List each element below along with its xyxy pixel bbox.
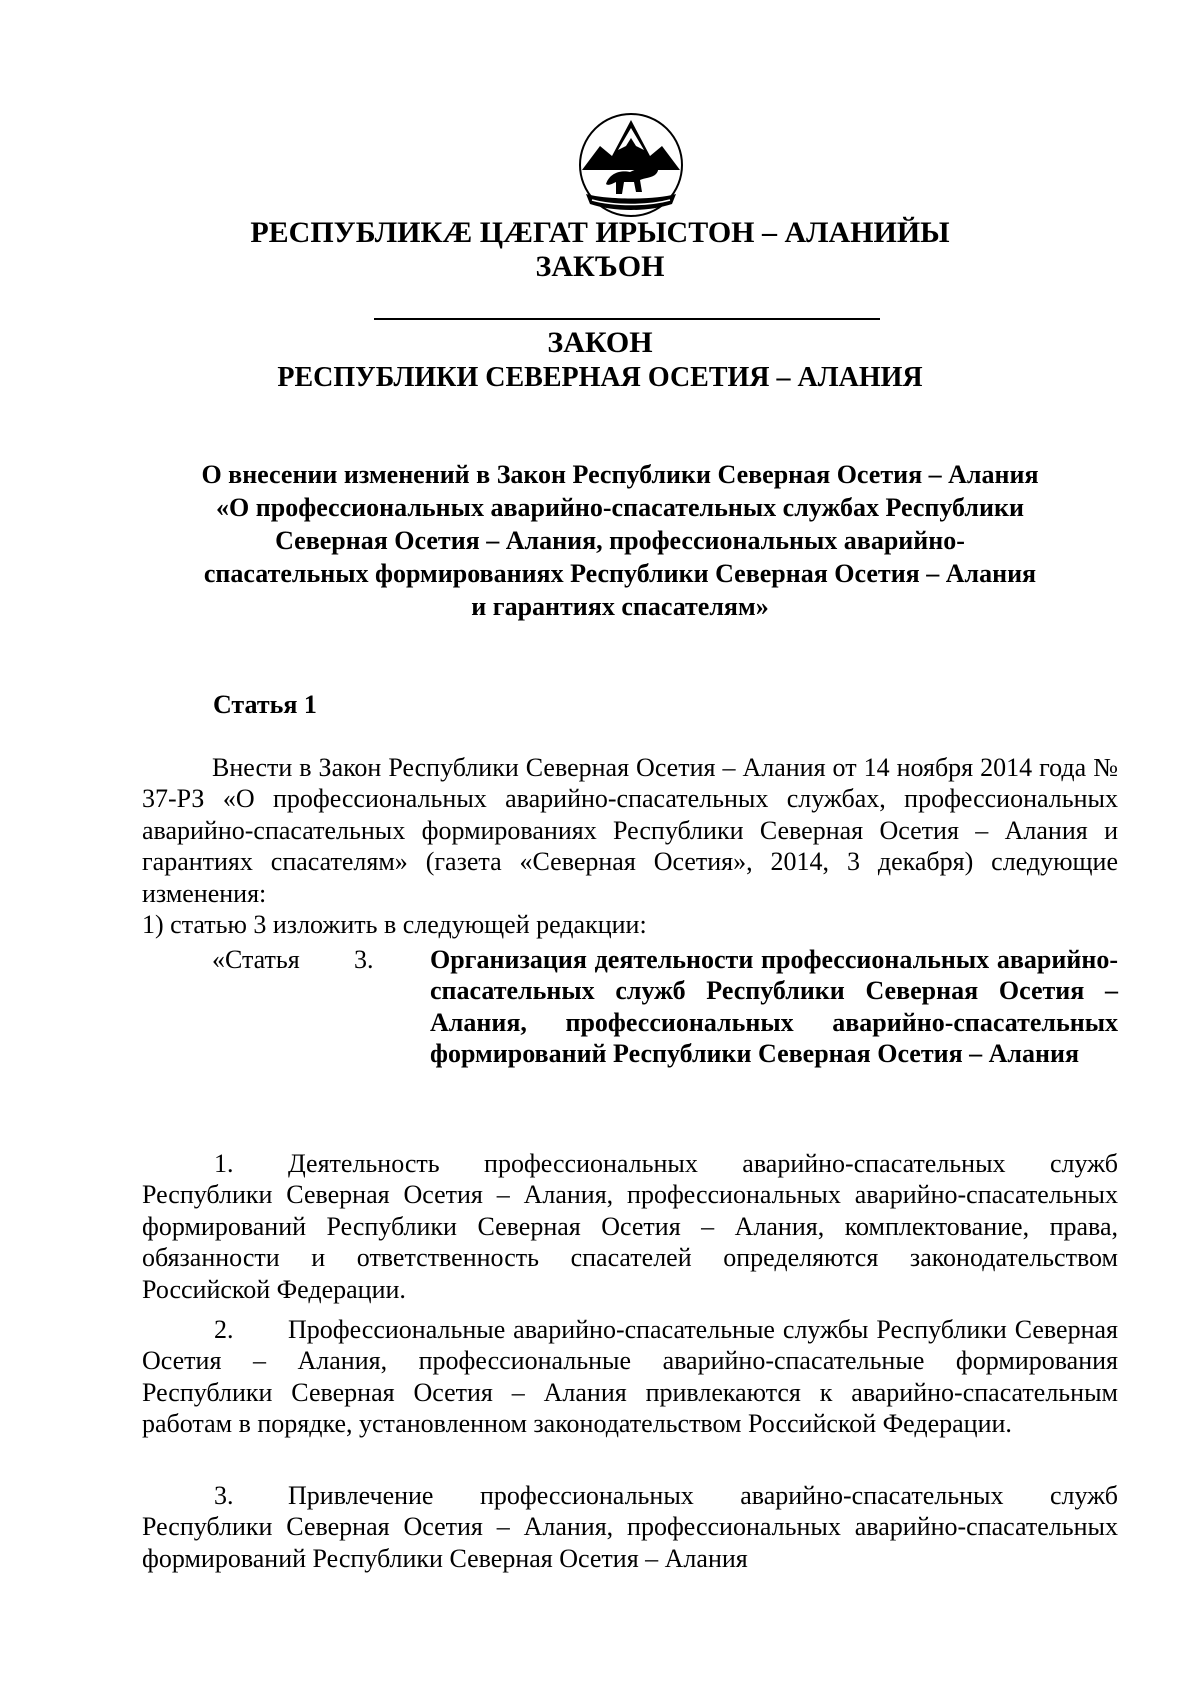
article-3-number: 3. xyxy=(354,945,374,974)
article-heading: Статья 1 xyxy=(213,690,317,719)
paragraph-number: 3. xyxy=(214,1481,234,1510)
ossetian-law-word: ЗАКЪОН xyxy=(535,250,665,283)
ossetian-republic-name: РЕСПУБЛИКÆ ЦÆГАТ ИРЫСТОН – АЛАНИЙЫ xyxy=(250,216,950,249)
paragraph-text: Деятельность профессиональных аварийно-спасательных служб Республики Северная Осетия – Алания, профессиональных аварийно-спасательных формирований Республики Северная Осетия – Алания, комплектование, права, обязанности и ответственность спасателей определяются законодательством Российской Федерации. xyxy=(142,1149,1118,1304)
article-3-label: «Статья xyxy=(212,945,300,974)
article-intro xyxy=(142,752,1118,940)
article-3-heading xyxy=(142,944,1118,1114)
paragraph-number: 2. xyxy=(214,1315,234,1344)
russian-republic-name: РЕСПУБЛИКИ СЕВЕРНАЯ ОСЕТИЯ – АЛАНИЯ xyxy=(277,362,923,393)
header-divider xyxy=(374,318,880,320)
paragraph xyxy=(142,1314,1118,1440)
item-1-text: 1) статью 3 изложить в следующей редакции: xyxy=(142,910,647,940)
paragraph-text: Привлечение профессиональных аварийно-спасательных служб Республики Северная Осетия – Алания, профессиональных аварийно-спасательных формирований Республики Северная Осетия – Алания xyxy=(142,1481,1118,1573)
paragraph-text: Профессиональные аварийно-спасательные службы Республики Северная Осетия – Алания, профессиональные аварийно-спасательные формирования Республики Северная Осетия – Алания привлекаются к аварийно-спасательным работам в порядке, установленном законодательством Российской Федерации. xyxy=(142,1315,1118,1439)
article-3-title: Организация деятельности профессиональных аварийно-спасательных служб Республики Северная Осетия – Алания, профессиональных аварийно-спасательных формирований Республики Северная Осетия – Алания xyxy=(430,945,1118,1069)
coat-of-arms-icon xyxy=(578,112,684,218)
document-title: О внесении изменений в Закон Республики Северная Осетия – Алания «О профессиональных аварийно-спасательных службах Республики Северная Осетия – Алания, профессиональных аварийно-спасательных формированиях Республики Северная Осетия – Алания и гарантиях спасателям» xyxy=(201,460,1039,621)
intro-text: Внести в Закон Республики Северная Осетия – Алания от 14 ноября 2014 года № 37-РЗ «О профессиональных аварийно-спасательных службах, профессиональных аварийно-спасательных формированиях Республики Северная Осетия – Алания и гарантиях спасателям» (газета «Северная Осетия», 2014, 3 декабря) следующие изменения: xyxy=(142,753,1118,908)
paragraph xyxy=(142,1148,1118,1305)
paragraph-number: 1. xyxy=(214,1149,234,1178)
russian-law-word: ЗАКОН xyxy=(547,326,653,359)
paragraph xyxy=(142,1480,1118,1574)
